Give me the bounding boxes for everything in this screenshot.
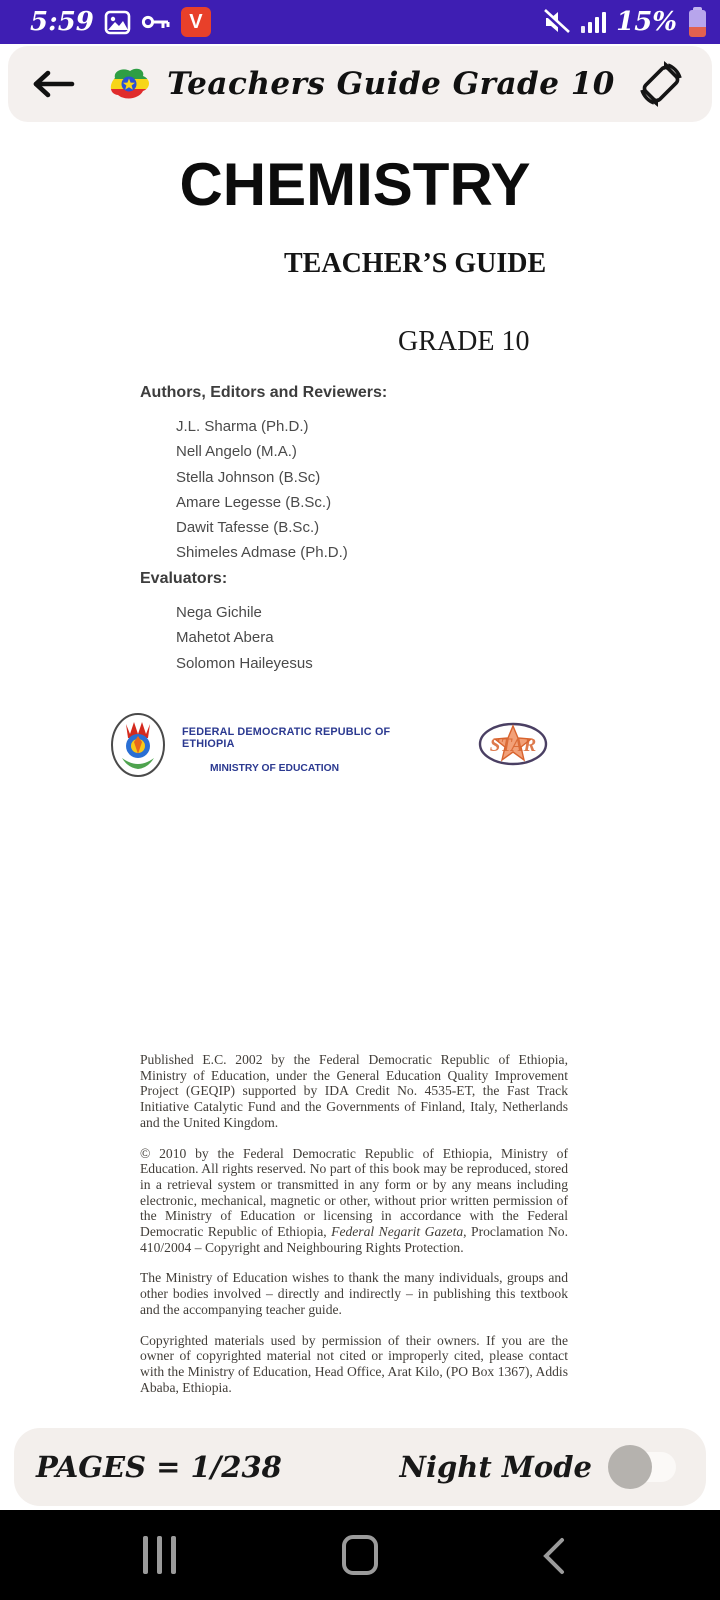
clock-text: 5:59 xyxy=(30,7,94,37)
android-navigation-bar xyxy=(0,1510,720,1600)
toggle-thumb xyxy=(608,1445,652,1489)
list-item: Solomon Haileyesus xyxy=(176,654,313,672)
mute-icon xyxy=(542,9,570,35)
list-item: Nell Angelo (M.A.) xyxy=(176,443,297,461)
status-bar xyxy=(0,0,720,44)
key-icon xyxy=(141,12,171,32)
battery-percent-text: 15% xyxy=(616,7,677,37)
battery-icon xyxy=(689,7,706,37)
back-chevron-icon[interactable] xyxy=(540,1536,566,1581)
paragraph: © 2010 by the Federal Democratic Republic of Ethiopia, Ministry of Education. All rights reserved. No part of this book may be reproduced, stored in a retrieval system or transmitted in any form or by any means including electronic, mechanical, magnetic or other, without prior written permission of the Ministry of Education or licensing in accordance with the Federal Democratic Republic of Ethiopia, Federal Negarit Gazeta, Proclamation No. 410/2004 – Copyright and Neighbouring Rights Protection. xyxy=(140,1145,568,1255)
pdf-page-surface[interactable] xyxy=(0,122,720,1510)
page-title: Teachers Guide Grade 10 xyxy=(167,66,615,102)
paragraph: Published E.C. 2002 by the Federal Democratic Republic of Ethiopia, Ministry of Education, under the General Education Quality Improvement Project (GEQIP) supported by IDA Credit No. 4535-ET, the Fast Track Initiative Catalytic Fund and the Governments of Finland, Italy, Netherlands and the United Kingdom. xyxy=(140,1052,568,1130)
list-item: Mahetot Abera xyxy=(176,629,274,647)
star-publisher-logo-icon xyxy=(477,720,549,773)
night-mode-label: Night Mode xyxy=(399,1450,592,1484)
home-icon[interactable] xyxy=(342,1535,378,1575)
signal-bars-icon xyxy=(580,10,606,34)
back-button[interactable] xyxy=(30,64,78,104)
ethiopia-flag-map-icon xyxy=(105,66,153,102)
gallery-icon xyxy=(104,9,131,36)
app-header xyxy=(8,46,712,122)
svg-text:STAR: STAR xyxy=(489,735,537,756)
evaluators-list xyxy=(176,600,313,676)
doc-title: CHEMISTRY xyxy=(179,151,531,218)
list-item: Shimeles Admase (Ph.D.) xyxy=(176,544,348,562)
evaluators-heading: Evaluators: xyxy=(140,570,228,587)
paragraph: The Ministry of Education wishes to thank the many individuals, groups and other bodies involved – directly and indirectly – in publishing this textbook and the accompanying teacher guide. xyxy=(140,1270,568,1317)
copyright-block xyxy=(140,1052,568,1410)
ministry-line1: FEDERAL DEMOCRATIC REPUBLIC OF ETHIOPIA xyxy=(182,726,391,750)
ministry-line2: MINISTRY OF EDUCATION xyxy=(210,763,340,774)
authors-list xyxy=(176,414,348,566)
logos-row xyxy=(0,708,720,788)
list-item: J.L. Sharma (Ph.D.) xyxy=(176,418,309,435)
back-arrow-icon xyxy=(32,69,76,99)
recent-apps-icon[interactable] xyxy=(143,1536,176,1574)
list-item: Amare Legesse (B.Sc.) xyxy=(176,493,332,511)
rotate-screen-button[interactable] xyxy=(632,55,690,113)
doc-subtitle: TEACHER’S GUIDE xyxy=(284,248,547,279)
page-counter: PAGES = 1/238 xyxy=(36,1450,282,1484)
authors-heading: Authors, Editors and Reviewers: xyxy=(140,384,388,401)
v-app-icon: V xyxy=(181,7,211,37)
list-item: Nega Gichile xyxy=(176,604,262,621)
night-mode-toggle[interactable] xyxy=(612,1452,676,1482)
ministry-of-education-seal-icon xyxy=(110,712,166,783)
doc-grade: GRADE 10 xyxy=(398,326,530,357)
list-item: Dawit Tafesse (B.Sc.) xyxy=(176,519,320,537)
rotate-screen-icon xyxy=(634,57,688,111)
reader-footer-bar xyxy=(14,1428,706,1506)
list-item: Stella Johnson (B.Sc) xyxy=(176,468,321,486)
ministry-text-block xyxy=(182,726,412,774)
paragraph: Copyrighted materials used by permission of their owners. If you are the owner of copyrighted material not cited or improperly cited, please contact with the Ministry of Education, Head Office, Arat Kilo, (PO Box 1367), Addis Ababa, Ethiopia. xyxy=(140,1332,568,1395)
